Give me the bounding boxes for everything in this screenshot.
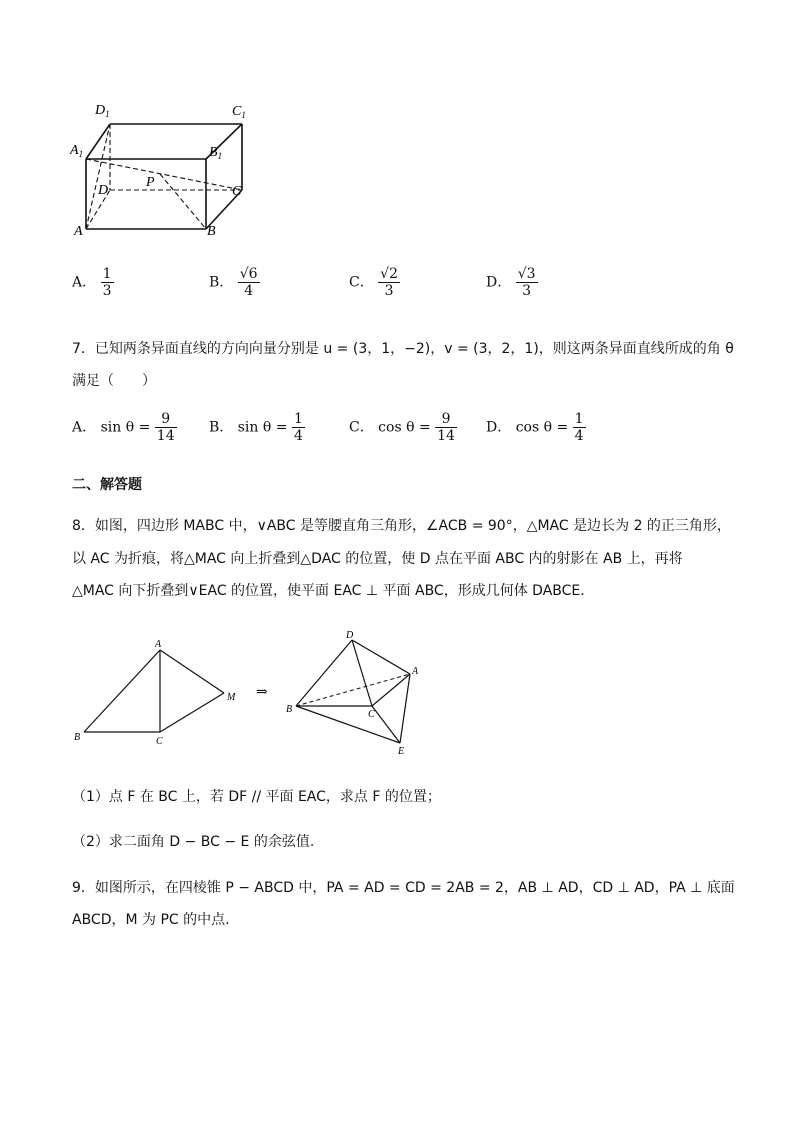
seg-a-e [400,674,410,743]
right-label-E: E [398,746,405,757]
seg-a-m [160,650,224,693]
label-B1: $B_1$ [209,145,223,161]
seg-p-b [160,174,206,229]
right-label-B: B [286,704,293,715]
seg-b-a-hidden [296,674,410,706]
q8-part1: （1）点 F 在 BC 上，若 DF // 平面 EAC，求点 F 的位置； [72,789,441,805]
seg-a1-c [86,159,242,190]
seg-b-e [296,706,400,743]
q6-d-denominator: 3 [516,282,538,299]
seg-b-a [84,650,160,732]
q7-option-a[interactable]: A． sin θ = $\frac{9}{14}$ [72,411,175,444]
q6-option-a[interactable]: A． $\frac{1}{3}$ [72,266,112,299]
left-label-C: C [156,736,163,746]
left-label-B: B [74,732,81,743]
q8-stem-line3: △MAC 向下折叠到∨EAC 的位置，使平面 EAC ⊥ 平面 ABC，形成几何体 DABCE． [72,583,595,599]
label-B: B [207,224,216,239]
left-label-M: M [227,692,236,703]
q9-stem-line2: ABCD，M 为 PC 的中点. [72,912,230,928]
fold-arrow: ⇒ [256,684,268,700]
label-C: C [232,184,242,199]
seg-a-c [372,674,410,706]
label-D1: $D_1$ [95,103,110,119]
diag-a-d1 [86,124,110,229]
q6-a-denominator: 3 [102,283,112,299]
q8-part2: （2）求二面角 D − BC − E 的余弦值. [72,834,315,850]
left-label-A: A [155,639,162,650]
label-C1: $C_1$ [232,104,246,120]
figure-cuboid [64,96,264,241]
right-label-A: A [412,666,419,677]
figure-q8-right [280,626,430,760]
q9-stem-line1: 9．如图所示，在四棱锥 P − ABCD 中，PA = AD = CD = 2AB = 2，AB ⊥ AD，CD ⊥ AD，PA ⊥ 底面 [72,880,735,896]
q7-stem-line1: 7．已知两条异面直线的方向向量分别是 u = (3，1，−2)，v = (3，2，1)，则这两条异面直线所成的角 θ [72,341,734,357]
q6-c-denominator: 3 [378,282,400,299]
q7-stem-line2: 满足（ ） [72,373,156,389]
q6-option-c[interactable]: C． $\frac{√2}{3}$ [349,266,398,299]
label-A1: $A_1$ [70,143,84,159]
q6-option-b[interactable]: B． $\frac{√6}{4}$ [209,266,258,299]
figure-q8-left [70,636,250,746]
q8-stem-line2: 以 AC 为折痕，将△MAC 向上折叠到△DAC 的位置，使 D 点在平面 ABC 内的射影在 AB 上，再将 [72,551,683,567]
right-label-C: C [368,709,375,720]
seg-c-m [160,693,224,732]
q6-b-denominator: 4 [238,282,260,299]
q6-d-numerator: √3 [517,266,536,282]
label-A: A [74,224,83,239]
q6-b-numerator: √6 [239,266,258,282]
q7-option-d[interactable]: D． cos θ = $\frac{1}{4}$ [486,411,584,444]
label-D: D [98,183,109,198]
q6-c-numerator: √2 [380,266,398,282]
q7-option-b[interactable]: B． sin θ = $\frac{1}{4}$ [209,411,303,444]
seg-d-b [296,640,352,706]
q7-option-c[interactable]: C． cos θ = $\frac{9}{14}$ [349,411,455,444]
q8-stem-line1: 8．如图，四边形 MABC 中，∨ABC 是等腰直角三角形，∠ACB = 90°，△MAC 是边长为 2 的正三角形， [72,518,731,534]
q6-a-numerator: 1 [102,266,112,282]
q6-option-d[interactable]: D． $\frac{√3}{3}$ [486,266,536,299]
label-P: P [146,175,155,190]
section-title: 二、解答题 [72,477,142,493]
right-label-D: D [346,630,354,641]
